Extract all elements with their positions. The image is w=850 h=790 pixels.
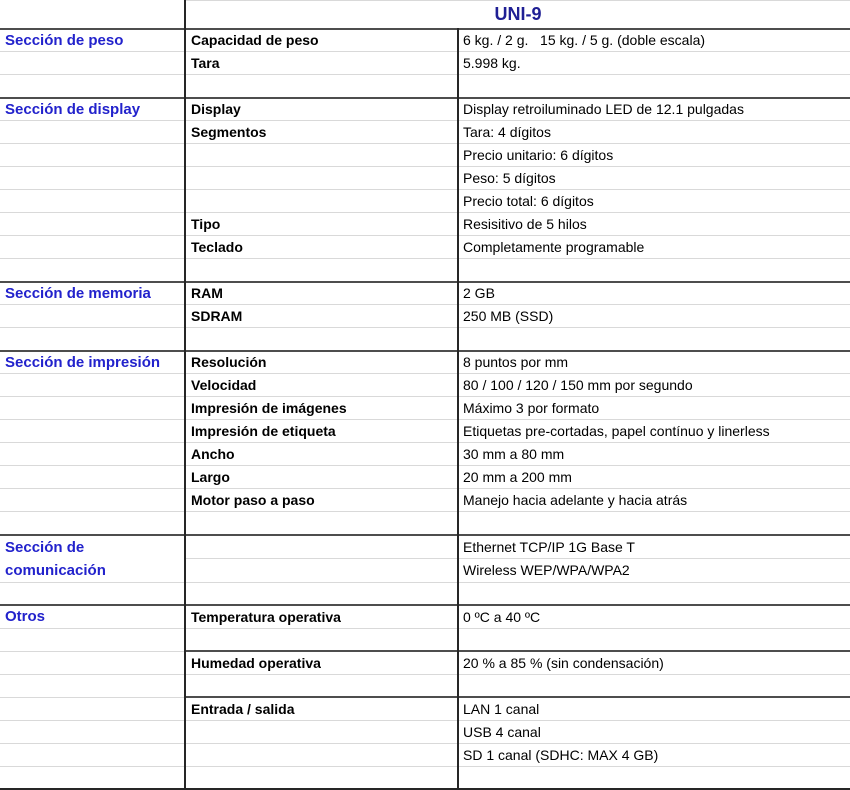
spec-value-cell [458,674,850,697]
table-row [0,236,850,259]
spec-value-cell: LAN 1 canal [458,697,850,720]
section-empty-cell [0,628,185,651]
table-row [0,29,850,52]
spec-label-cell: Velocidad [185,374,458,397]
table-row [0,512,850,535]
section-empty-cell [0,720,185,743]
spec-value-cell [458,628,850,651]
spec-value-cell: 0 ºC a 40 ºC [458,605,850,628]
spec-label-cell: Display [185,98,458,121]
section-empty-cell [0,582,185,605]
spec-label-cell: Segmentos [185,121,458,144]
spec-value-cell: Peso: 5 dígitos [458,167,850,190]
table-row [0,720,850,743]
spec-value-cell: Precio unitario: 6 dígitos [458,144,850,167]
section-title: Sección de [5,538,85,556]
spec-label-cell [185,743,458,766]
table-row [0,351,850,374]
table-row [0,766,850,789]
spec-label-cell [185,75,458,98]
section-title: Sección de impresión [0,351,185,374]
spec-label-cell [185,558,458,582]
spec-value-cell: 80 / 100 / 120 / 150 mm por segundo [458,374,850,397]
table-row [0,489,850,512]
spec-value-cell: Manejo hacia adelante y hacia atrás [458,489,850,512]
table-row [0,743,850,766]
spec-value-cell: Display retroiluminado LED de 12.1 pulgadas [458,98,850,121]
spec-value-cell [458,582,850,605]
spec-value-cell: 20 % a 85 % (sin condensación) [458,651,850,674]
spec-label-cell: Temperatura operativa [185,605,458,628]
section-empty-cell [0,213,185,236]
section-empty-cell [0,443,185,466]
spec-value-cell: Precio total: 6 dígitos [458,190,850,213]
spec-label-cell [185,190,458,213]
section-title-cell [0,535,185,583]
section-title: comunicación [5,561,106,579]
table-row [0,605,850,628]
spec-value-cell: 6 kg. / 2 g. 15 kg. / 5 g. (doble escala) [458,29,850,52]
section-empty-cell [0,259,185,282]
spec-value-cell: Resisitivo de 5 hilos [458,213,850,236]
spec-value-cell: 250 MB (SSD) [458,305,850,328]
spec-value-cell: Wireless WEP/WPA/WPA2 [458,558,850,582]
spec-label-cell [185,328,458,351]
section-empty-cell [0,190,185,213]
section-empty-cell [0,328,185,351]
spec-label-cell: RAM [185,282,458,305]
section-empty-cell [0,52,185,75]
table-row [0,98,850,121]
spec-label-cell [185,582,458,605]
spec-label-cell [185,535,458,559]
section-empty-cell [0,305,185,328]
section-empty-cell [0,121,185,144]
spec-label-cell: Humedad operativa [185,651,458,674]
table-row [0,75,850,98]
product-title: UNI-9 [185,1,850,29]
spec-label-cell: Largo [185,466,458,489]
section-empty-cell [0,489,185,512]
spec-value-cell: USB 4 canal [458,720,850,743]
section-empty-cell [0,512,185,535]
spec-label-cell: Teclado [185,236,458,259]
table-row [0,535,850,559]
table-row [0,213,850,236]
table-row [0,466,850,489]
table-row [0,52,850,75]
section-title: Otros [0,605,185,628]
section-empty-cell [0,144,185,167]
section-title: Sección de memoria [0,282,185,305]
table-row [0,305,850,328]
spec-value-cell [458,512,850,535]
table-row [0,628,850,651]
spec-label-cell: Capacidad de peso [185,29,458,52]
spec-label-cell: Tipo [185,213,458,236]
table-row [0,420,850,443]
section-empty-cell [0,466,185,489]
spec-value-cell [458,259,850,282]
section-empty-cell [0,766,185,789]
spec-label-cell: Tara [185,52,458,75]
spec-value-cell: 30 mm a 80 mm [458,443,850,466]
spec-value-cell [458,328,850,351]
section-empty-cell [0,397,185,420]
section-empty-cell [0,674,185,697]
spec-label-cell [185,766,458,789]
table-row [0,674,850,697]
spec-label-cell [185,167,458,190]
section-empty-cell [0,743,185,766]
section-empty-cell [0,420,185,443]
spec-value-cell: 20 mm a 200 mm [458,466,850,489]
spec-label-cell [185,674,458,697]
spec-label-cell [185,720,458,743]
table-row [0,651,850,674]
spec-label-cell: Impresión de imágenes [185,397,458,420]
section-empty-cell [0,651,185,674]
section-empty-cell [0,697,185,720]
section-empty-cell [0,75,185,98]
spec-label-cell: Ancho [185,443,458,466]
table-row [0,328,850,351]
spec-value-cell [458,75,850,98]
section-title: Sección de display [0,98,185,121]
table-row [0,582,850,605]
table-row [0,443,850,466]
spec-value-cell: Etiquetas pre-cortadas, papel contínuo y linerless [458,420,850,443]
table-row [0,397,850,420]
section-title: Sección de peso [0,29,185,52]
spec-value-cell: Tara: 4 dígitos [458,121,850,144]
section-empty-cell [0,374,185,397]
spec-label-cell: Entrada / salida [185,697,458,720]
table-row [0,374,850,397]
table-row [0,697,850,720]
spec-label-cell [185,259,458,282]
spec-value-cell: 5.998 kg. [458,52,850,75]
spec-value-cell: Máximo 3 por formato [458,397,850,420]
spec-label-cell [185,144,458,167]
spec-label-cell: SDRAM [185,305,458,328]
table-row [0,190,850,213]
spec-label-cell [185,512,458,535]
spec-label-cell [185,628,458,651]
header-empty-cell [0,1,185,29]
spec-value-cell: Completamente programable [458,236,850,259]
table-row [0,282,850,305]
spec-value-cell: SD 1 canal (SDHC: MAX 4 GB) [458,743,850,766]
spec-value-cell: Ethernet TCP/IP 1G Base T [458,535,850,559]
section-empty-cell [0,167,185,190]
spec-value-cell: 2 GB [458,282,850,305]
spec-value-cell [458,766,850,789]
spec-label-cell: Motor paso a paso [185,489,458,512]
spec-label-cell: Impresión de etiqueta [185,420,458,443]
table-header-row [0,1,850,29]
spec-value-cell: 8 puntos por mm [458,351,850,374]
table-row [0,121,850,144]
section-empty-cell [0,236,185,259]
table-row [0,144,850,167]
spec-label-cell: Resolución [185,351,458,374]
table-row [0,259,850,282]
table-row [0,167,850,190]
